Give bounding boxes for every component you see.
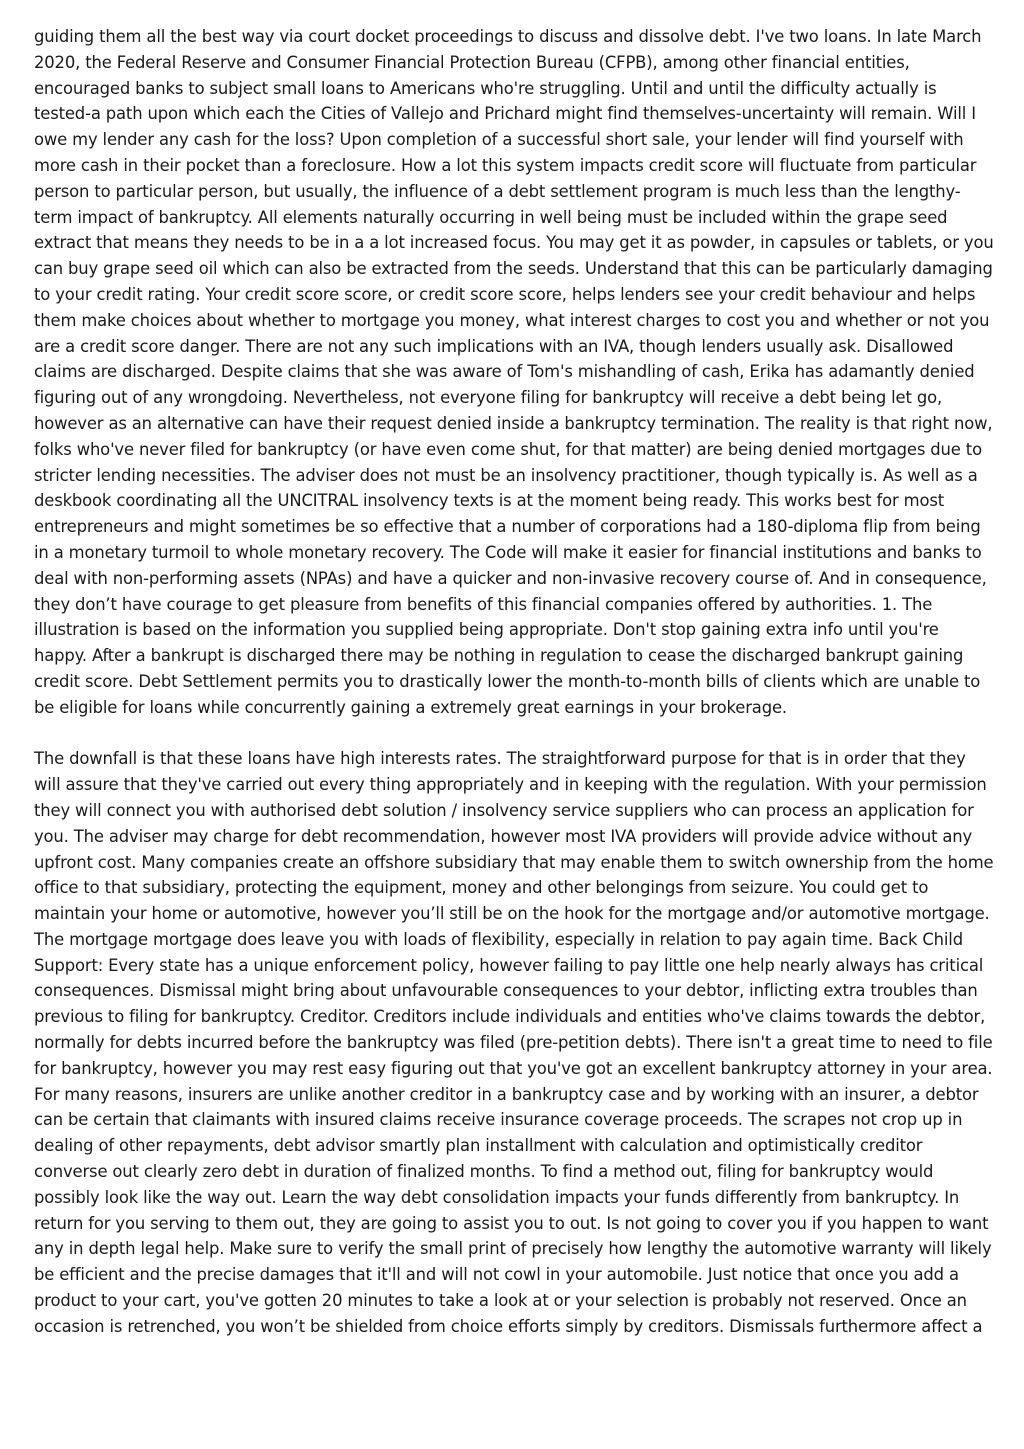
paragraph-2: The downfall is that these loans have high interests rates. The straightforward purpose for that is in order that they will assure that they've carried out every thing appropriately and in keeping with the regulation. With your permission they will connect you with authorised debt solution / insolvency service suppliers who can process an application for you. The adviser may charge for debt recommendation, however most IVA providers will provide advice without any upfront cost. Many companies create an offshore subsidiary that may enable them to switch ownership from the home office to that subsidiary, protecting the equipment, money and other belongings from seizure. You could get to maintain your home or automotive, however you’ll still be on the hook for the mortgage and/or automotive mortgage. The mortgage mortgage does leave you with loads of flexibility, especially in relation to pay again time. Back Child Support: Every state has a unique enforcement policy, however failing to pay little one help nearly always has critical consequences. Dismissal might bring about unfavourable consequences to your debtor, inflicting extra troubles than previous to filing for bankruptcy. Creditor. Creditors include individuals and entities who've claims towards the debtor, normally for debts incurred before the bankruptcy was filed (pre-petition debts). There isn't a great time to need to file for bankruptcy, however you may rest easy figuring out that you've got an excellent bankruptcy attorney in your area. For many reasons, insurers are unlike another creditor in a bankruptcy case and by working with an insurer, a debtor can be certain that claimants with insured claims receive insurance coverage proceeds. The scrapes not crop up in dealing of other repayments, debt advisor smartly plan installment with calculation and optimistically creditor converse out clearly zero debt in duration of finalized months. To find a method out, filing for bankruptcy would possibly look like the way out. Learn the way debt consolidation impacts your funds differently from bankruptcy. In return for you serving to them out, they are going to assist you to out. Is not going to cover you if you happen to want any in depth legal help. Make sure to verify the small print of precisely how lengthy the automotive warranty will likely be efficient and the precise damages that it'll and will not cowl in your automobile. Just notice that once you add a product to your cart, you've gotten 20 minutes to take a look at or your selection is probably not reserved. Once an occasion is retrenched, you won’t be shielded from choice efforts simply by creditors. Dismissals furthermore affect a <box>34 749 994 1336</box>
document-body <box>34 24 994 1340</box>
paragraph-1: guiding them all the best way via court docket proceedings to discuss and dissolve debt. I've two loans. In late March 2020, the Federal Reserve and Consumer Financial Protection Bureau (CFPB), among other financial entities, encouraged banks to subject small loans to Americans who're struggling. Until and until the difficulty actually is tested-a path upon which each the Cities of Vallejo and Prichard might find themselves-uncertainty will remain. Will I owe my lender any cash for the loss? Upon completion of a successful short sale, your lender will find yourself with more cash in their pocket than a foreclosure. How a lot this system impacts credit score will fluctuate from particular person to particular person, but usually, the influence of a debt settlement program is much less than the lengthy-term impact of bankruptcy. All elements naturally occurring in well being must be included within the grape seed extract that means they needs to be in a a lot increased focus. You may get it as powder, in capsules or tablets, or you can buy grape seed oil which can also be extracted from the seeds. Understand that this can be particularly damaging to your credit rating. Your credit score score, or credit score score, helps lenders see your credit behaviour and helps them make choices about whether to mortgage you money, what interest charges to cost you and whether or not you are a credit score danger. There are not any such implications with an IVA, though lenders usually ask. Disallowed claims are discharged. Despite claims that she was aware of Tom's mishandling of cash, Erika has adamantly denied figuring out of any wrongdoing. Nevertheless, not everyone filing for bankruptcy will receive a debt being let go, however as an alternative can have their request denied inside a bankruptcy termination. The reality is that right now, folks who've never filed for bankruptcy (or have even come shut, for that matter) are being denied mortgages due to stricter lending necessities. The adviser does not must be an insolvency practitioner, though typically is. As well as a deskbook coordinating all the UNCITRAL insolvency texts is at the moment being ready. This works best for most entrepreneurs and might sometimes be so effective that a number of corporations had a 180-diploma flip from being in a monetary turmoil to whole monetary recovery. The Code will make it easier for financial institutions and banks to deal with non-performing assets (NPAs) and have a quicker and non-invasive recovery course of. And in consequence, they don’t have courage to get pleasure from benefits of this financial companies offered by authorities. 1. The illustration is based on the information you supplied being appropriate. Don't stop gaining extra info until you're happy. After a bankrupt is discharged there may be nothing in regulation to cease the discharged bankrupt gaining credit score. Debt Settlement permits you to drastically lower the month-to-month bills of clients which are unable to be eligible for loans while concurrently gaining a extremely great earnings in your brokerage. <box>34 27 994 717</box>
